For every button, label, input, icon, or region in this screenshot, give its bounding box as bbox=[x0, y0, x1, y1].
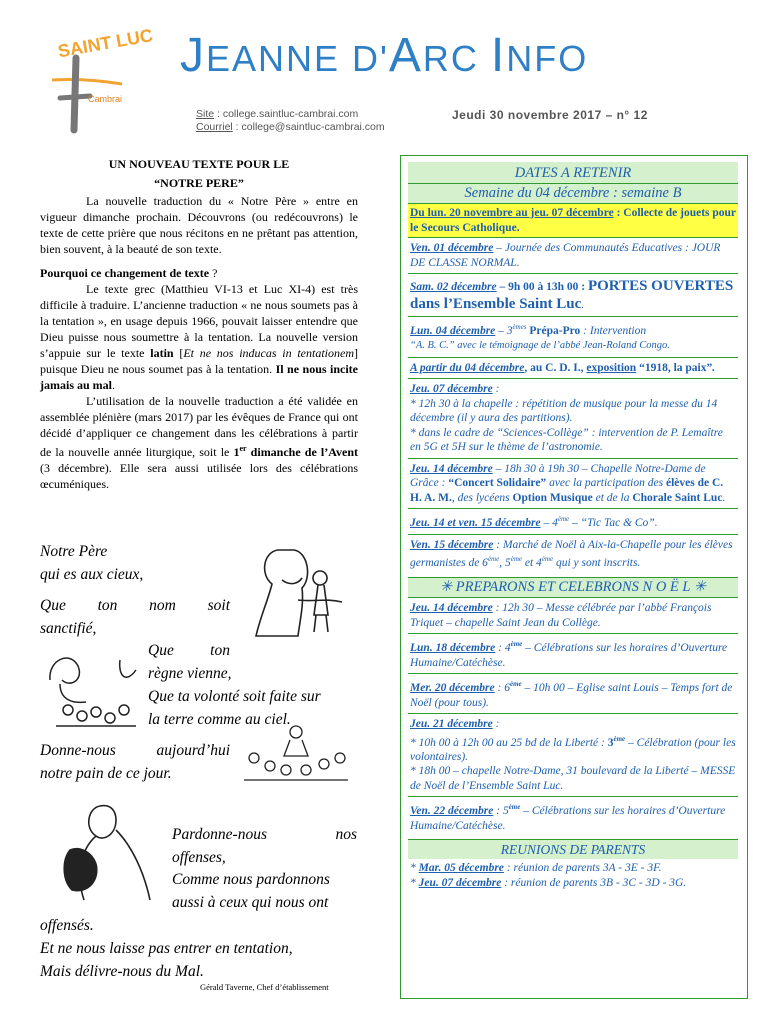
mail-label: Courriel bbox=[196, 121, 233, 133]
prayer-line: Comme nous pardonnons bbox=[172, 871, 330, 888]
prayer-line: Pardonne-nous nos bbox=[172, 826, 357, 843]
event-dec-07: Jeu. 07 décembre : * 12h 30 à la chapelle : répétition de musique pour la messe du 14 décembre (il y aura des partitions). * dans le cadre de “Sciences-Collège” : intervention de P. Lemaître en 5G et 5H sur le thème de l’astronomie. bbox=[408, 378, 738, 458]
event-christmas-market: Ven. 15 décembre : Marché de Noël à Aix-la-Chapelle pour les élèves germanistes de 6ème, 5ème et 4ème qui y sont inscrits. bbox=[408, 534, 738, 574]
prayer-line: Notre Père bbox=[40, 543, 108, 560]
event-open-day: Sam. 02 décembre – 9h 00 à 13h 00 : PORTES OUVERTES dans l’Ensemble Saint Luc. bbox=[408, 273, 738, 316]
article-paragraph-3: L’utilisation de la nouvelle traduction a été validée en assemblée plénière (mars 2017) par les évêques de France qui ont décidé d’appliquer ce changement dans les célébrations à partir de la nouvelle année liturgique, soit le 1er dimanche de l’Avent (3 décembre). Elle sera aussi utilisée lors des célébrations œcuméniques. bbox=[40, 394, 358, 491]
prayer-line: Que ta volonté soit faite sur bbox=[148, 688, 321, 705]
article-intro: La nouvelle traduction du « Notre Père » entre en vigueur dimanche prochain. Découvrons (ou redécouvrons) le texte de cette prière que nous récitons en ne prêtant pas attention, bien souvent, à la beauté de son texte. bbox=[40, 194, 358, 256]
article-title-line2: “NOTRE PERE” bbox=[154, 176, 244, 190]
prayer-line: sanctifié, bbox=[40, 620, 97, 637]
embrace-illustration bbox=[40, 790, 170, 910]
prayer-line: offensés. bbox=[40, 917, 94, 934]
prayer-line: notre pain de ce jour. bbox=[40, 765, 172, 782]
event-toy-collection: Du lun. 20 novembre au jeu. 07 décembre : Collecte de jouets pour le Secours Catholique. bbox=[408, 203, 738, 237]
logo-sub: Cambrai bbox=[88, 94, 123, 104]
prayer-line: Et ne nous laisse pas entrer en tentation, bbox=[40, 940, 293, 957]
week-heading: Semaine du 04 décembre : semaine B bbox=[408, 183, 738, 203]
events-content bbox=[408, 162, 738, 893]
noel-mass: Jeu. 14 décembre : 12h 30 – Messe célébrée par l’abbé François Triquet – chapelle Saint Jean du Collège. bbox=[408, 597, 738, 633]
noel-dec-21: Jeu. 21 décembre : * 10h 00 à 12h 00 au 25 bd de la Liberté : 3ème – Célébration (pour les volontaires). * 18h 00 – chapelle Notre-Dame, 31 boulevard de la Liberté – MESSE de Noël de l’Ensemble Saint Luc. bbox=[408, 713, 738, 796]
signature: Gérald Taverne, Chef d’établissement bbox=[200, 982, 329, 992]
event-concert: Jeu. 14 décembre – 18h 30 à 19h 30 – Chapelle Notre-Dame de Grâce : “Concert Solidaire” avec la participation des élèves de C. H. A. M., des lycéens Option Musique et de la Chorale Saint Luc. bbox=[408, 458, 738, 509]
prayer-line: aussi à ceux qui nous ont bbox=[172, 894, 329, 911]
dates-heading: DATES A RETENIR bbox=[408, 162, 738, 183]
site-url[interactable]: : college.saintluc-cambrai.com bbox=[214, 108, 359, 120]
noel-celebration-5eme: Ven. 22 décembre : 5ème – Célébrations sur les horaires d’Ouverture Humaine/Catéchèse. bbox=[408, 796, 738, 836]
site-label: Site bbox=[196, 108, 215, 120]
newsletter-title: JEANNE D'ARC INFO bbox=[180, 29, 589, 82]
prayer-line: Donne-nous aujourd’hui bbox=[40, 742, 230, 759]
event-tic-tac: Jeu. 14 et ven. 15 décembre – 4ème – “Tic Tac & Co”. bbox=[408, 508, 738, 533]
prayer-line: Que ton nom soit bbox=[40, 597, 230, 614]
article-title-line1: UN NOUVEAU TEXTE POUR LE bbox=[108, 157, 290, 171]
issue-date: Jeudi 30 novembre 2017 – n° 12 bbox=[452, 108, 648, 122]
parents-meetings: * Mar. 05 décembre : réunion de parents 3A - 3E - 3F. * Jeu. 07 décembre : réunion de parents 3B - 3C - 3D - 3G. bbox=[410, 862, 687, 889]
jesus-child-illustration bbox=[238, 540, 358, 640]
crowd-illustration bbox=[236, 722, 356, 784]
prayer-line: qui es aux cieux, bbox=[40, 566, 144, 583]
prayer-line: règne vienne, bbox=[148, 665, 232, 682]
parents-heading: REUNIONS DE PARENTS bbox=[408, 839, 738, 859]
event-prepa-pro: Lun. 04 décembre – 3èmes Prépa-Pro : Intervention “A. B. C.” avec le témoignage de l’abbé Jean-Roland Congo. bbox=[408, 316, 738, 357]
article-paragraph-2: Le texte grec (Matthieu VI-13 et Luc XI-4) est très difficile à traduire. L’ancienne traduction « ne nous soumets pas à la tentation », en usage depuis 1966, pouvait laisser entendre que Dieu puisse nous soumettre à la tentation. La nouvelle version s’appuie sur le texte latin [Et ne nos inducas in tentationem] puisque Dieu ne nous soumet pas à la tentation. Il ne nous incite jamais au mal. bbox=[40, 282, 358, 392]
noel-celebration-6eme: Mer. 20 décembre : 6ème – 10h 00 – Eglise saint Louis – Temps fort de Noël (pour tous). bbox=[408, 673, 738, 713]
article bbox=[40, 155, 358, 492]
prayer-line: offenses, bbox=[172, 849, 226, 866]
event-exposition: A partir du 04 décembre, au C. D. I., exposition “1918, la paix”. bbox=[408, 357, 738, 379]
contact-block bbox=[196, 108, 385, 134]
noel-heading: ✳ PREPARONS ET CELEBRONS N O Ë L ✳ bbox=[408, 577, 738, 597]
prayer-line: la terre comme au ciel. bbox=[148, 711, 291, 728]
mail-address[interactable]: : college@saintluc-cambrai.com bbox=[232, 121, 385, 133]
logo-text: SAINT LUC bbox=[56, 25, 155, 62]
event-communities-day: Ven. 01 décembre – Journée des Communautés Educatives : JOUR DE CLASSE NORMAL. bbox=[408, 237, 738, 273]
school-logo bbox=[30, 18, 170, 136]
prayer-line: Que ton bbox=[148, 642, 230, 659]
prayer-line: Mais délivre-nous du Mal. bbox=[40, 963, 204, 980]
article-question: Pourquoi ce changement de texte ? bbox=[40, 266, 218, 280]
noel-celebration-4eme: Lun. 18 décembre : 4ème – Célébrations sur les horaires d’Ouverture Humaine/Catéchèse. bbox=[408, 633, 738, 673]
praying-figures-illustration bbox=[40, 640, 140, 730]
